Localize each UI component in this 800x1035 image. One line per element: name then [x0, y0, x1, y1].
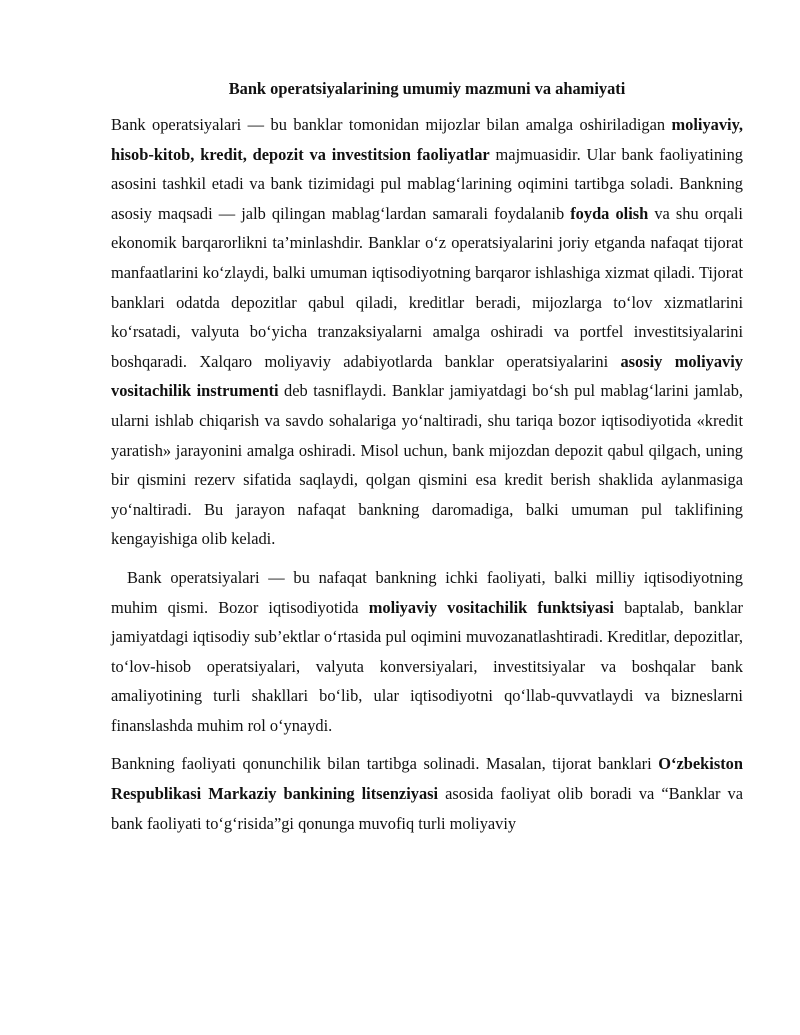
document-title: Bank operatsiyalarining umumiy mazmuni va ahamiyati	[228, 79, 626, 98]
bold-term: foyda olish	[570, 203, 649, 223]
paragraph-text: majmuasidir. Ular bank faoliyatining asosini tashkil etadi va bank tizimidagi pul mablag‘larining oqimini tartibga soladi. Bankning asosiy maqsadi — jalb qilingan mablag‘lardan samarali foydalanib	[111, 144, 743, 223]
paragraph-text: Bankning faoliyati qonunchilik bilan tartibga solinadi. Masalan, tijorat banklari	[111, 754, 659, 774]
bold-term: moliyaviy vositachilik funktsiyasi	[368, 597, 614, 617]
bold-term: O‘zbekiston Respublikasi Markaziy bankining litsenziyasi	[111, 754, 743, 804]
paragraph-text: Bank operatsiyalari — bu banklar tomonidan mijozlar bilan amalga oshiriladigan	[111, 115, 672, 134]
bold-term: asosiy moliyaviy vositachilik instrumenti	[111, 351, 743, 401]
paragraph-text: Bank operatsiyalari — bu nafaqat bankning ichki faoliyati, balki milliy iqtisodiyotning muhim qismi. Bozor iqtisodiyotida	[111, 567, 743, 617]
paragraph-2	[111, 563, 743, 741]
paragraph-text: asosida faoliyat olib boradi va “Banklar va bank faoliyati to‘g‘risida”gi qonunga muvofiq turli moliyaviy	[111, 784, 744, 833]
bold-term: moliyaviy, hisob-kitob, kredit, depozit va investitsion faoliyatlar	[111, 115, 743, 164]
paragraph-text: baptalab, banklar jamiyatdagi iqtisodiy sub’ektlar o‘rtasida pul oqimini muvozanatlashtiradi. Kreditlar, depozitlar, to‘lov-hisob operatsiyalari, valyuta konversiyalari, investitsiyalar va boshqalar bank amaliyotining turli shakllari bo‘lib, ular iqtisodiyotni qo‘llab-quvvatlaydi va bizneslarni finanslashda muhim rol o‘ynaydi.	[111, 597, 743, 735]
document-page	[111, 76, 743, 838]
paragraph-text: va shu orqali ekonomik barqarorlikni ta’minlashdir. Banklar o‘z operatsiyalarini joriy etganda nafaqat tijorat manfaatlarini ko‘zlaydi, balki umuman iqtisodiyotning barqaror ishlashiga xizmat qiladi. Tijorat banklari odatda depozitlar qabul qiladi, kreditlar beradi, mijozlarga to‘lov xizmatlarini ko‘rsatadi, valyuta bo‘yicha tranzaksiyalarni amalga oshiradi va portfel investitsiyalarini boshqaradi. Xalqaro moliyaviy adabiyotlarda banklar operatsiyalarini	[111, 203, 743, 371]
paragraph-text: deb tasniflaydi. Banklar jamiyatdagi bo‘sh pul mablag‘larini jamlab, ularni ishlab chiqarish va savdo sohalariga yo‘naltiradi, shu tariqa bozor iqtisodiyotida «kredit yaratish» jarayonini amalga oshiradi. Misol uchun, bank mijozdan depozit qabul qilgach, uning bir qismini rezerv sifatida saqlaydi, qolgan qismini esa kredit berish shaklida aylanmasiga yo‘naltiradi. Bu jarayon nafaqat bankning daromadiga, balki umuman pul taklifining kengayishiga olib keladi.	[111, 381, 743, 549]
paragraph-3	[111, 749, 743, 838]
paragraph-1	[111, 110, 743, 554]
